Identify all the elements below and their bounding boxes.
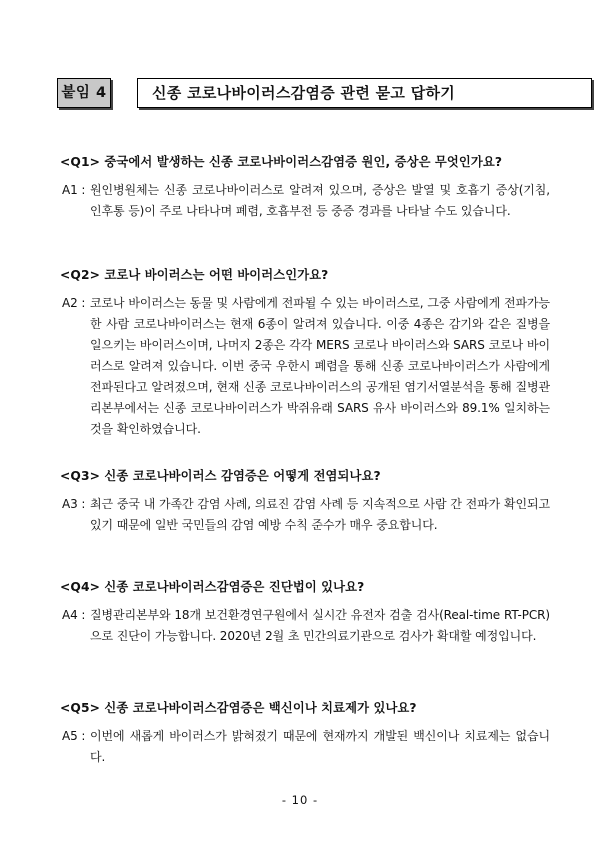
answer-label-2: A2 : <box>62 296 86 310</box>
answer-label-3: A3 : <box>62 497 86 511</box>
answer-label-4: A4 : <box>62 608 86 622</box>
question-3: <Q3> 신종 코로나바이러스 감염증은 어떻게 전염되나요? <box>60 469 381 483</box>
attachment-tag: 붙임 4 <box>57 78 111 108</box>
question-5: <Q5> 신종 코로나바이러스감염증은 백신이나 치료제가 있나요? <box>60 701 417 715</box>
page-header <box>57 78 456 108</box>
answer-4 <box>60 605 550 647</box>
qa-item-3 <box>60 466 550 536</box>
question-2: <Q2> 코로나 바이러스는 어떤 바이러스인가요? <box>60 268 329 282</box>
qa-item-2 <box>60 265 550 440</box>
page-number: - 10 - <box>281 793 319 807</box>
answer-text-4: 질병관리본부와 18개 보건환경연구원에서 실시간 유전자 검출 검사(Real-time RT-PCR)으로 진단이 가능합니다. 2020년 2월 초 민간의료기관으로 검사가 확대할 예정입니다. <box>90 608 550 643</box>
answer-text-3: 최근 중국 내 가족간 감염 사례, 의료진 감염 사례 등 지속적으로 사람 간 전파가 확인되고 있기 때문에 일반 국민들의 감염 예방 수칙 준수가 매우 중요합니다. <box>90 497 550 532</box>
answer-label-5: A5 : <box>62 729 86 743</box>
question-1: <Q1> 중국에서 발생하는 신종 코로나바이러스감염증 원인, 증상은 무엇인가요? <box>60 155 503 169</box>
answer-5 <box>60 726 550 768</box>
answer-3 <box>60 494 550 536</box>
answer-text-5: 이번에 새롭게 바이러스가 밝혀졌기 때문에 현재까지 개발된 백신이나 치료제는 없습니다. <box>90 729 550 764</box>
question-4: <Q4> 신종 코로나바이러스감염증은 진단법이 있나요? <box>60 580 365 594</box>
answer-1 <box>60 180 550 222</box>
answer-2 <box>60 293 550 440</box>
page-title: 신종 코로나바이러스감염증 관련 묻고 답하기 <box>137 78 592 108</box>
answer-label-1: A1 : <box>62 183 86 197</box>
answer-text-1: 원인병원체는 신종 코로나바이러스로 알려져 있으며, 증상은 발열 및 호흡기 증상(기침, 인후통 등)이 주로 나타나며 폐렴, 호흡부전 등 중증 경과를 나타날 수도 있습니다. <box>90 183 550 218</box>
qa-item-1 <box>60 152 550 222</box>
qa-item-5 <box>60 698 550 768</box>
answer-text-2: 코로나 바이러스는 동물 및 사람에게 전파될 수 있는 바이러스로, 그중 사람에게 전파가능한 사람 코로나바이러스는 현재 6종이 알려져 있습니다. 이중 4종은 감기와 같은 질병을 일으키는 바이러스이며, 나머지 2종은 각각 MERS 코로나 바이러스와 SARS 코로나 바이러스로 알려져 있습니다. 이번 중국 우한시 폐렴을 통해 신종 코로나바이러스가 사람에게 전파된다고 알려졌으며, 현재 신종 코로나바이러스의 공개된 염기서열분석을 통해 질병관리본부에서는 신종 코로나바이러스가 박쥐유래 SARS 유사 바이러스와 89.1% 일치하는 것을 확인하였습니다. <box>90 296 550 436</box>
qa-item-4 <box>60 577 550 647</box>
